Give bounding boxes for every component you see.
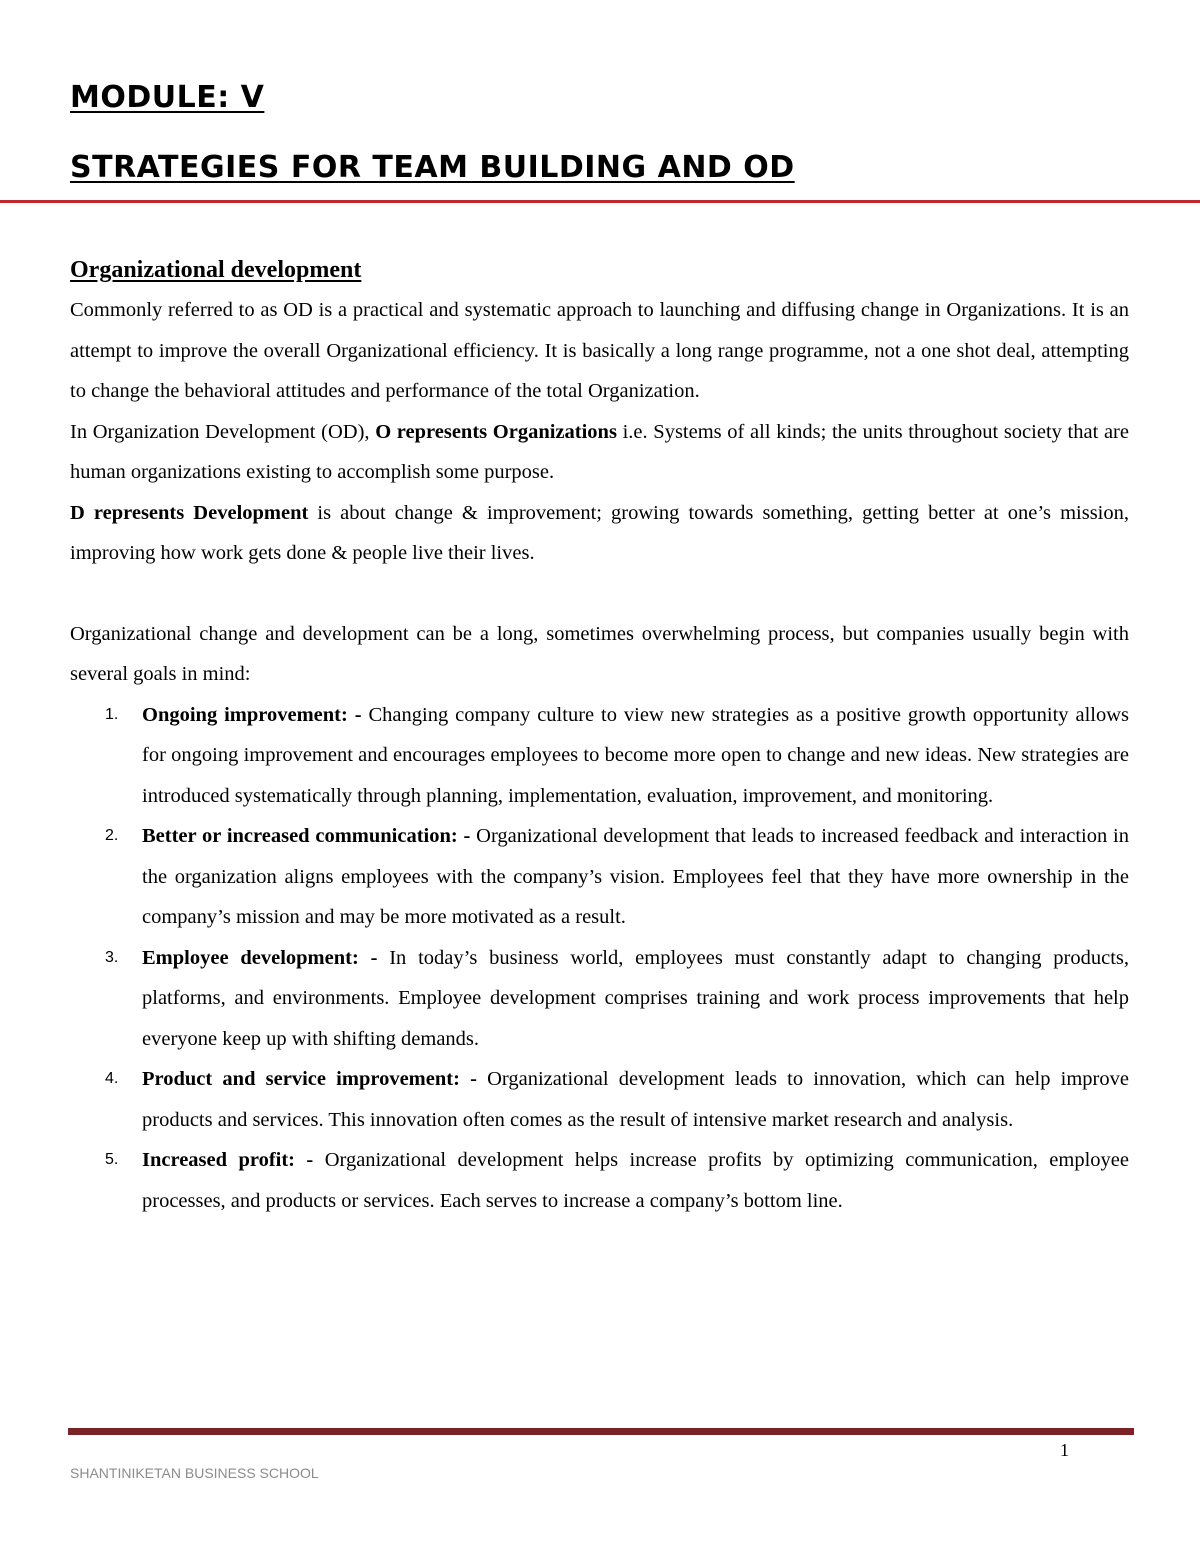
header-rule xyxy=(0,200,1200,203)
o-para-before: In Organization Development (OD), xyxy=(70,420,376,443)
list-item-number: 1. xyxy=(105,705,119,723)
list-item xyxy=(70,1059,1129,1140)
list-item xyxy=(70,938,1129,1060)
d-para-bold: D represents Development xyxy=(70,501,309,524)
goals-list xyxy=(70,695,1129,1222)
module-title: MODULE: V xyxy=(70,80,265,115)
list-item-title: Employee development: - xyxy=(142,946,378,969)
list-item-number: 3. xyxy=(105,948,119,966)
intro-paragraph: Commonly referred to as OD is a practical and systematic approach to launching and diffusing change in Organizations. It is an attempt to improve the overall Organizational efficiency. It is basically a long range programme, not a one shot deal, attempting to change the behavioral attitudes and performance of the total Organization. xyxy=(70,299,1129,402)
d-para-after: is about change & improvement; growing towards something, getting better at one’s mission, improving how work gets done & people live their lives. xyxy=(70,501,1129,564)
d-definition-paragraph xyxy=(70,493,1129,574)
list-item-text: Changing company culture to view new strategies as a positive growth opportunity allows for ongoing improvement and encourages employees to become more open to change and new ideas. New strategies are introduced systematically through planning, implementation, evaluation, improvement, and monitoring. xyxy=(142,703,1129,807)
list-item-text: Organizational development helps increase profits by optimizing communication, employee processes, and products or services. Each serves to increase a company’s bottom line. xyxy=(142,1149,1129,1212)
list-item-title: Ongoing improvement: - xyxy=(142,703,362,726)
list-item xyxy=(70,695,1129,817)
o-definition-paragraph xyxy=(70,412,1129,493)
o-para-after: i.e. Systems of all kinds; the units throughout society that are human organizations existing to accomplish some purpose. xyxy=(70,420,1129,483)
list-item-number: 5. xyxy=(105,1151,119,1168)
list-item-title: Increased profit: - xyxy=(142,1149,314,1171)
paragraph-gap xyxy=(70,574,1129,614)
page-number: 1 xyxy=(1060,1440,1069,1460)
list-item-number: 2. xyxy=(105,827,119,844)
footer-school-name: SHANTINIKETAN BUSINESS SCHOOL xyxy=(70,1465,319,1481)
list-item-number: 4. xyxy=(105,1070,119,1087)
list-item-text: In today’s business world, employees must constantly adapt to changing products, platforms, and environments. Employee development comprises training and work process improvements that help everyone keep up with shifting demands. xyxy=(142,946,1130,1050)
list-item-title: Product and service improvement: - xyxy=(142,1068,477,1090)
o-para-bold: O represents Organizations xyxy=(375,420,617,443)
section-heading: Organizational development xyxy=(70,257,362,283)
list-item xyxy=(70,1140,1129,1221)
main-content xyxy=(70,250,1129,1221)
list-item-title: Better or increased communication: - xyxy=(142,825,471,847)
goals-intro-paragraph: Organizational change and development can be a long, sometimes overwhelming process, but companies usually begin with several goals in mind: xyxy=(70,622,1129,685)
module-subtitle: STRATEGIES FOR TEAM BUILDING AND OD xyxy=(70,150,795,185)
footer-rule xyxy=(68,1428,1134,1435)
list-item-text: Organizational development leads to innovation, which can help improve products and services. This innovation often comes as the result of intensive market research and analysis. xyxy=(142,1068,1129,1131)
list-item xyxy=(70,816,1129,938)
list-item-text: Organizational development that leads to increased feedback and interaction in the organization aligns employees with the company’s vision. Employees feel that they have more ownership in the company’s mission and may be more motivated as a result. xyxy=(142,825,1129,928)
